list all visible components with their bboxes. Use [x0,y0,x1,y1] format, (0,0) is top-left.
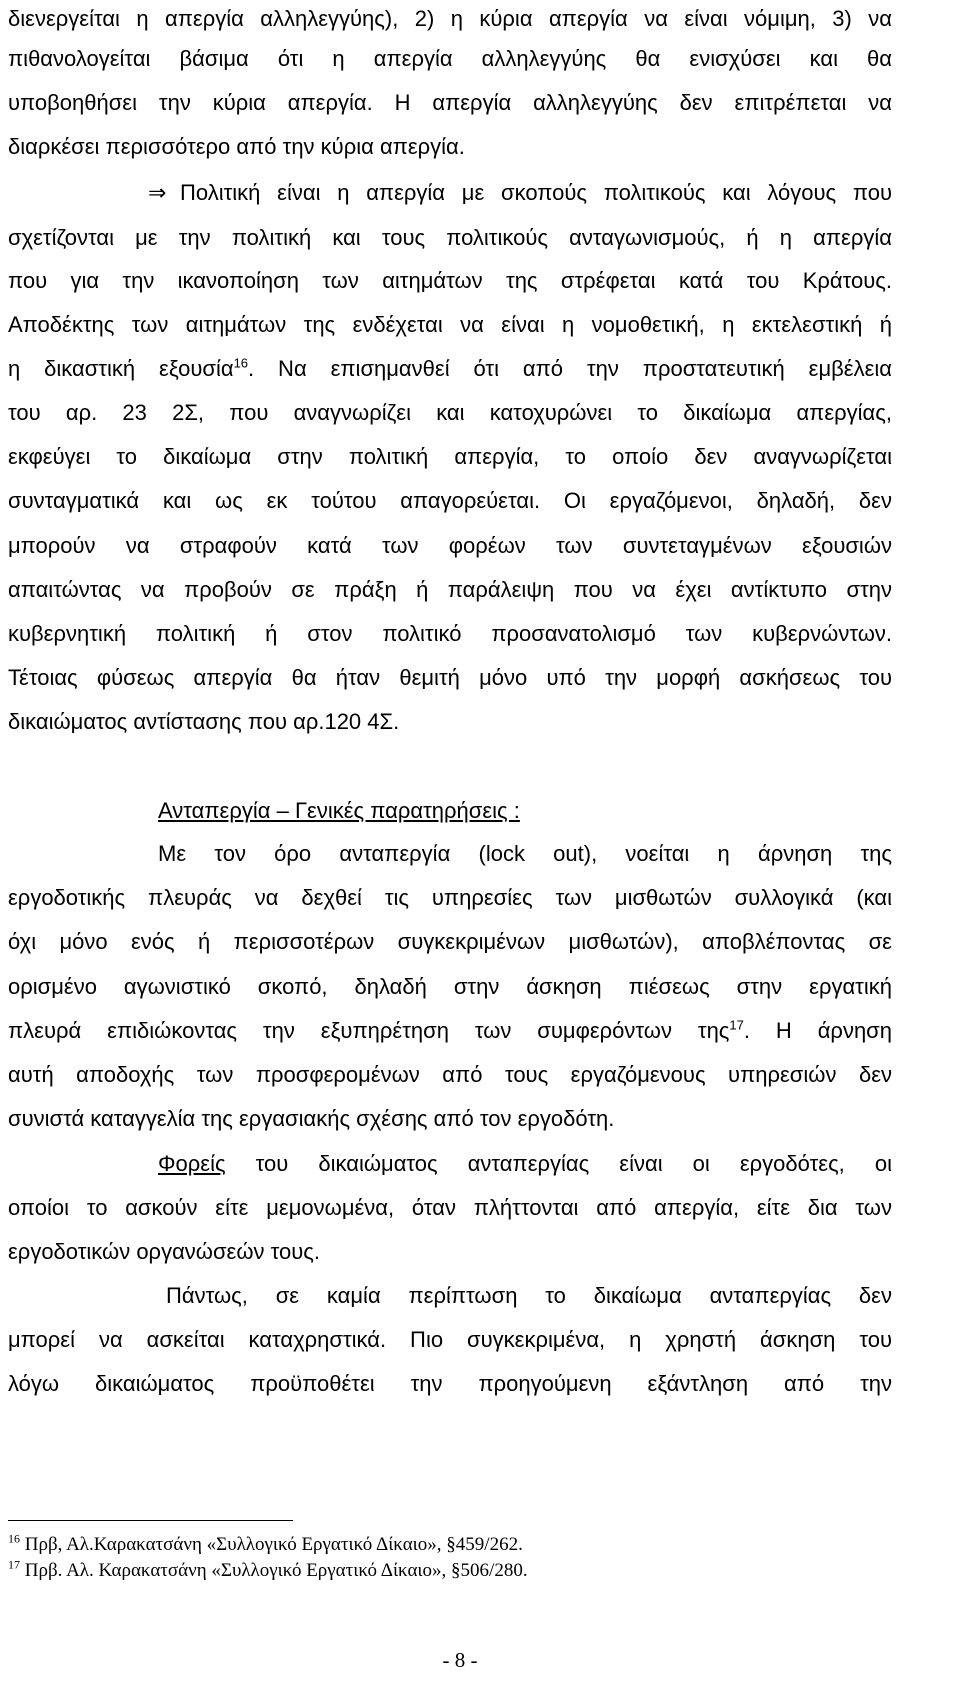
footnote-number: 17 [8,1557,20,1572]
text-line: δικαιώματος αντίστασης που αρ.120 4Σ. [8,709,400,734]
text-line: ορισμένο αγωνιστικό σκοπό, δηλαδή στην άσκηση πιέσεως στην εργατική [8,974,892,999]
text-line: μπορεί να ασκείται καταχρηστικά. Πιο συγκεκριμένα, η χρηστή άσκηση του [8,1327,892,1352]
text-line: λόγω δικαιώματος προϋποθέτει την προηγούμενη εξάντληση από την [8,1371,892,1396]
text-span: . Να επισημανθεί ότι από την προστατευτική εμβέλεια [248,356,892,381]
text-line: πιθανολογείται βάσιμα ότι η απεργία αλληλεγγύης θα ενισχύσει και θα [8,46,892,71]
page-number: - 8 - [442,1648,478,1672]
footnote-text: Πρβ. Αλ. Καρακατσάνη «Συλλογικό Εργατικό Δίκαιο», §506/280. [20,1560,528,1581]
text-span: . Η άρνηση [743,1018,892,1043]
text-line: σχετίζονται με την πολιτική και τους πολιτικούς ανταγωνισμούς, ή η απεργία [8,225,892,250]
text-line: Τέτοιας φύσεως απεργία θα ήταν θεμιτή μόνο υπό την μορφή ασκήσεως του [8,665,892,690]
footnote [8,1557,528,1582]
text-line: Πάντως, σε καμία περίπτωση το δικαίωμα ανταπεργίας δεν [166,1283,892,1308]
text-span: του δικαιώματος ανταπεργίας είναι οι εργοδότες, οι [225,1151,892,1176]
text-line [8,1018,892,1044]
text-line: διενεργείται η απεργία αλληλεγγύης), 2) η κύρια απεργία να είναι νόμιμη, 3) να [8,6,892,31]
text-line: οποίοι το ασκούν είτε μεμονωμένα, όταν πλήττονται από απεργία, είτε δια των [8,1195,892,1220]
arrow-icon: ⇒ [148,180,167,205]
text-line: διαρκέσει περισσότερο από την κύρια απεργία. [8,134,465,159]
section-heading: Ανταπεργία – Γενικές παρατηρήσεις : [158,798,520,823]
footnote-ref: 16 [233,355,249,371]
text-line: αυτή αποδοχής των προσφερομένων από τους εργαζόμενους υπηρεσιών δεν [8,1062,892,1087]
text-line: που για την ικανοποίηση των αιτημάτων της στρέφεται κατά του Κράτους. [8,268,892,293]
footnote-ref: 17 [729,1017,744,1033]
text-line: συνταγματικά και ως εκ τούτου απαγορεύεται. Οι εργαζόμενοι, δηλαδή, δεν [8,488,892,513]
text-span: Πολιτική είναι η απεργία με σκοπούς πολιτικούς και λόγους που [180,180,892,205]
text-line: Αποδέκτης των αιτημάτων της ενδέχεται να είναι η νομοθετική, η εκτελεστική ή [8,312,892,337]
footnote-number: 16 [8,1531,20,1546]
text-line: όχι μόνο ενός ή περισσοτέρων συγκεκριμένων μισθωτών), αποβλέποντας σε [8,929,892,954]
text-line: Με τον όρο ανταπεργία (lock out), νοείται η άρνηση της [158,841,892,866]
footnote [8,1531,523,1556]
text-line: κυβερνητική πολιτική ή στον πολιτικό προσανατολισμό των κυβερνώντων. [8,621,892,646]
text-line: συνιστά καταγγελία της εργασιακής σχέσης από τον εργοδότη. [8,1106,615,1131]
text-line: απαιτώντας να προβούν σε πράξη ή παράλειψη που να έχει αντίκτυπο στην [8,577,892,602]
text-line [8,356,892,382]
text-line: εκφεύγει το δικαίωμα στην πολιτική απεργία, το οποίο δεν αναγνωρίζεται [8,444,892,469]
text-line: του αρ. 23 2Σ, που αναγνωρίζει και κατοχυρώνει το δικαίωμα απεργίας, [8,400,892,425]
text-line [148,180,892,206]
text-span: η δικαστική εξουσία [8,356,234,381]
footnote-separator [8,1520,293,1521]
text-line: εργοδοτικών οργανώσεών τους. [8,1239,321,1264]
footnote-text: Πρβ, Αλ.Καρακατσάνη «Συλλογικό Εργατικό Δίκαιο», §459/262. [20,1534,523,1555]
text-line [158,1151,892,1177]
text-line: μπορούν να στραφούν κατά των φορέων των συντεταγμένων εξουσιών [8,533,892,558]
text-line: εργοδοτικής πλευράς να δεχθεί τις υπηρεσίες των μισθωτών συλλογικά (και [8,885,892,910]
underlined-term: Φορείς [158,1151,226,1176]
text-span: πλευρά επιδιώκοντας την εξυπηρέτηση των συμφερόντων της [8,1018,730,1043]
text-line: υποβοηθήσει την κύρια απεργία. Η απεργία αλληλεγγύης δεν επιτρέπεται να [8,90,892,115]
